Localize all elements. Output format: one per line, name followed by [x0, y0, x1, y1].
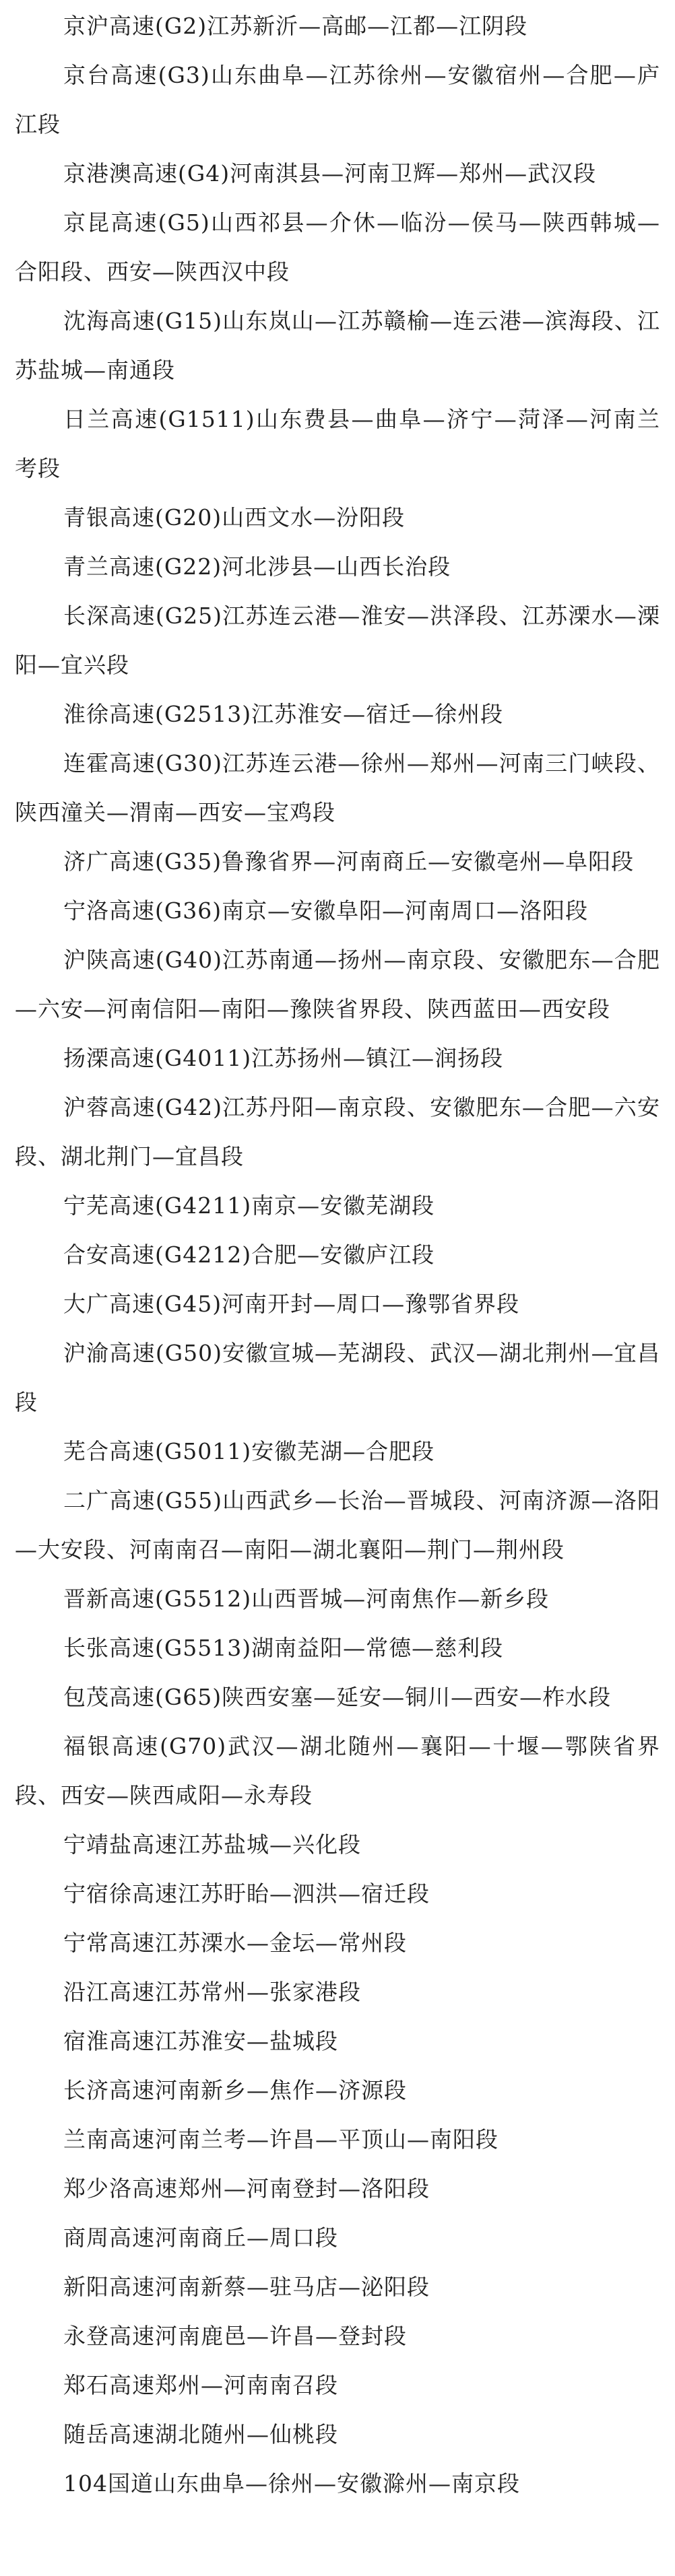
route-item-g4212: 合安高速(G4212)合肥—安徽庐江段 — [63, 1242, 435, 1268]
route-item-zhengshaoluo: 郑少洛高速郑州—河南登封—洛阳段 — [63, 2175, 430, 2202]
route-item-changji: 长济高速河南新乡—焦作—济源段 — [63, 2077, 407, 2103]
route-item-g4011: 扬溧高速(G4011)江苏扬州—镇江—润扬段 — [63, 1045, 504, 1071]
route-item-g4211: 宁芜高速(G4211)南京—安徽芜湖段 — [63, 1192, 435, 1219]
route-item-shangzhou: 商周高速河南商丘—周口段 — [63, 2225, 338, 2251]
route-item-g5513: 长张高速(G5513)湖南益阳—常德—慈利段 — [63, 1635, 504, 1661]
route-item-g104: 104国道山东曲阜—徐州—安徽滁州—南京段 — [63, 2470, 520, 2497]
route-item-g5011: 芜合高速(G5011)安徽芜湖—合肥段 — [63, 1438, 435, 1464]
route-item-g15: 沈海高速(G15)山东岚山—江苏赣榆—连云港—滨海段、江苏盐城—南通段 — [15, 308, 660, 383]
route-item-g25: 长深高速(G25)江苏连云港—淮安—洪泽段、江苏溧水—溧阳—宜兴段 — [15, 603, 660, 678]
route-item-g2513: 淮徐高速(G2513)江苏淮安—宿迁—徐州段 — [63, 701, 504, 727]
route-item-g22: 青兰高速(G22)河北涉县—山西长治段 — [63, 553, 451, 580]
route-item-g2: 京沪高速(G2)江苏新沂—高邮—江都—江阴段 — [63, 13, 528, 39]
route-item-ningjingyan: 宁靖盐高速江苏盐城—兴化段 — [63, 1831, 361, 1858]
route-item-g65: 包茂高速(G65)陕西安塞—延安—铜川—西安—柞水段 — [63, 1684, 612, 1710]
route-item-yanjiang: 沿江高速江苏常州—张家港段 — [63, 1979, 361, 2005]
route-item-g5512: 晋新高速(G5512)山西晋城—河南焦作—新乡段 — [63, 1586, 550, 1612]
route-item-ningchang: 宁常高速江苏溧水—金坛—常州段 — [63, 1930, 407, 1956]
route-item-g55: 二广高速(G55)山西武乡—长治—晋城段、河南济源—洛阳—大安段、河南南召—南阳—湖北襄阳—荆门—荆州段 — [15, 1487, 660, 1563]
route-item-g35: 济广高速(G35)鲁豫省界—河南商丘—安徽亳州—阜阳段 — [63, 848, 635, 875]
route-item-g4: 京港澳高速(G4)河南淇县—河南卫辉—郑州—武汉段 — [63, 160, 597, 187]
route-item-g50: 沪渝高速(G50)安徽宣城—芜湖段、武汉—湖北荆州—宜昌段 — [15, 1340, 660, 1415]
route-item-g1511: 日兰高速(G1511)山东费县—曲阜—济宁—菏泽—河南兰考段 — [15, 406, 660, 481]
route-item-g45: 大广高速(G45)河南开封—周口—豫鄂省界段 — [63, 1291, 520, 1317]
route-item-g42: 沪蓉高速(G42)江苏丹阳—南京段、安徽肥东—合肥—六安段、湖北荆门—宜昌段 — [15, 1094, 660, 1170]
route-list — [15, 1, 660, 2508]
route-item-zhengshi: 郑石高速郑州—河南南召段 — [63, 2372, 338, 2398]
route-item-xinyang: 新阳高速河南新蔡—驻马店—泌阳段 — [63, 2274, 430, 2300]
route-item-g36: 宁洛高速(G36)南京—安徽阜阳—河南周口—洛阳段 — [63, 897, 589, 924]
route-item-g5: 京昆高速(G5)山西祁县—介休—临汾—侯马—陕西韩城—合阳段、西安—陕西汉中段 — [15, 209, 660, 285]
route-item-suhuai: 宿淮高速江苏淮安—盐城段 — [63, 2028, 338, 2054]
route-item-yongdeng: 永登高速河南鹿邑—许昌—登封段 — [63, 2323, 407, 2349]
route-item-g40: 沪陕高速(G40)江苏南通—扬州—南京段、安徽肥东—合肥—六安—河南信阳—南阳—豫陕省界段、陕西蓝田—西安段 — [15, 947, 660, 1022]
route-item-g30: 连霍高速(G30)江苏连云港—徐州—郑州—河南三门峡段、陕西潼关—渭南—西安—宝鸡段 — [15, 750, 660, 825]
route-item-g20: 青银高速(G20)山西文水—汾阳段 — [63, 504, 406, 531]
route-item-g3: 京台高速(G3)山东曲阜—江苏徐州—安徽宿州—合肥—庐江段 — [15, 62, 660, 137]
route-item-suiyue: 随岳高速湖北随州—仙桃段 — [63, 2421, 338, 2447]
route-item-lannan: 兰南高速河南兰考—许昌—平顶山—南阳段 — [63, 2126, 499, 2153]
route-item-ningsuxu: 宁宿徐高速江苏盱眙—泗洪—宿迁段 — [63, 1880, 430, 1907]
route-item-g70: 福银高速(G70)武汉—湖北随州—襄阳—十堰—鄂陕省界段、西安—陕西咸阳—永寿段 — [15, 1733, 660, 1808]
